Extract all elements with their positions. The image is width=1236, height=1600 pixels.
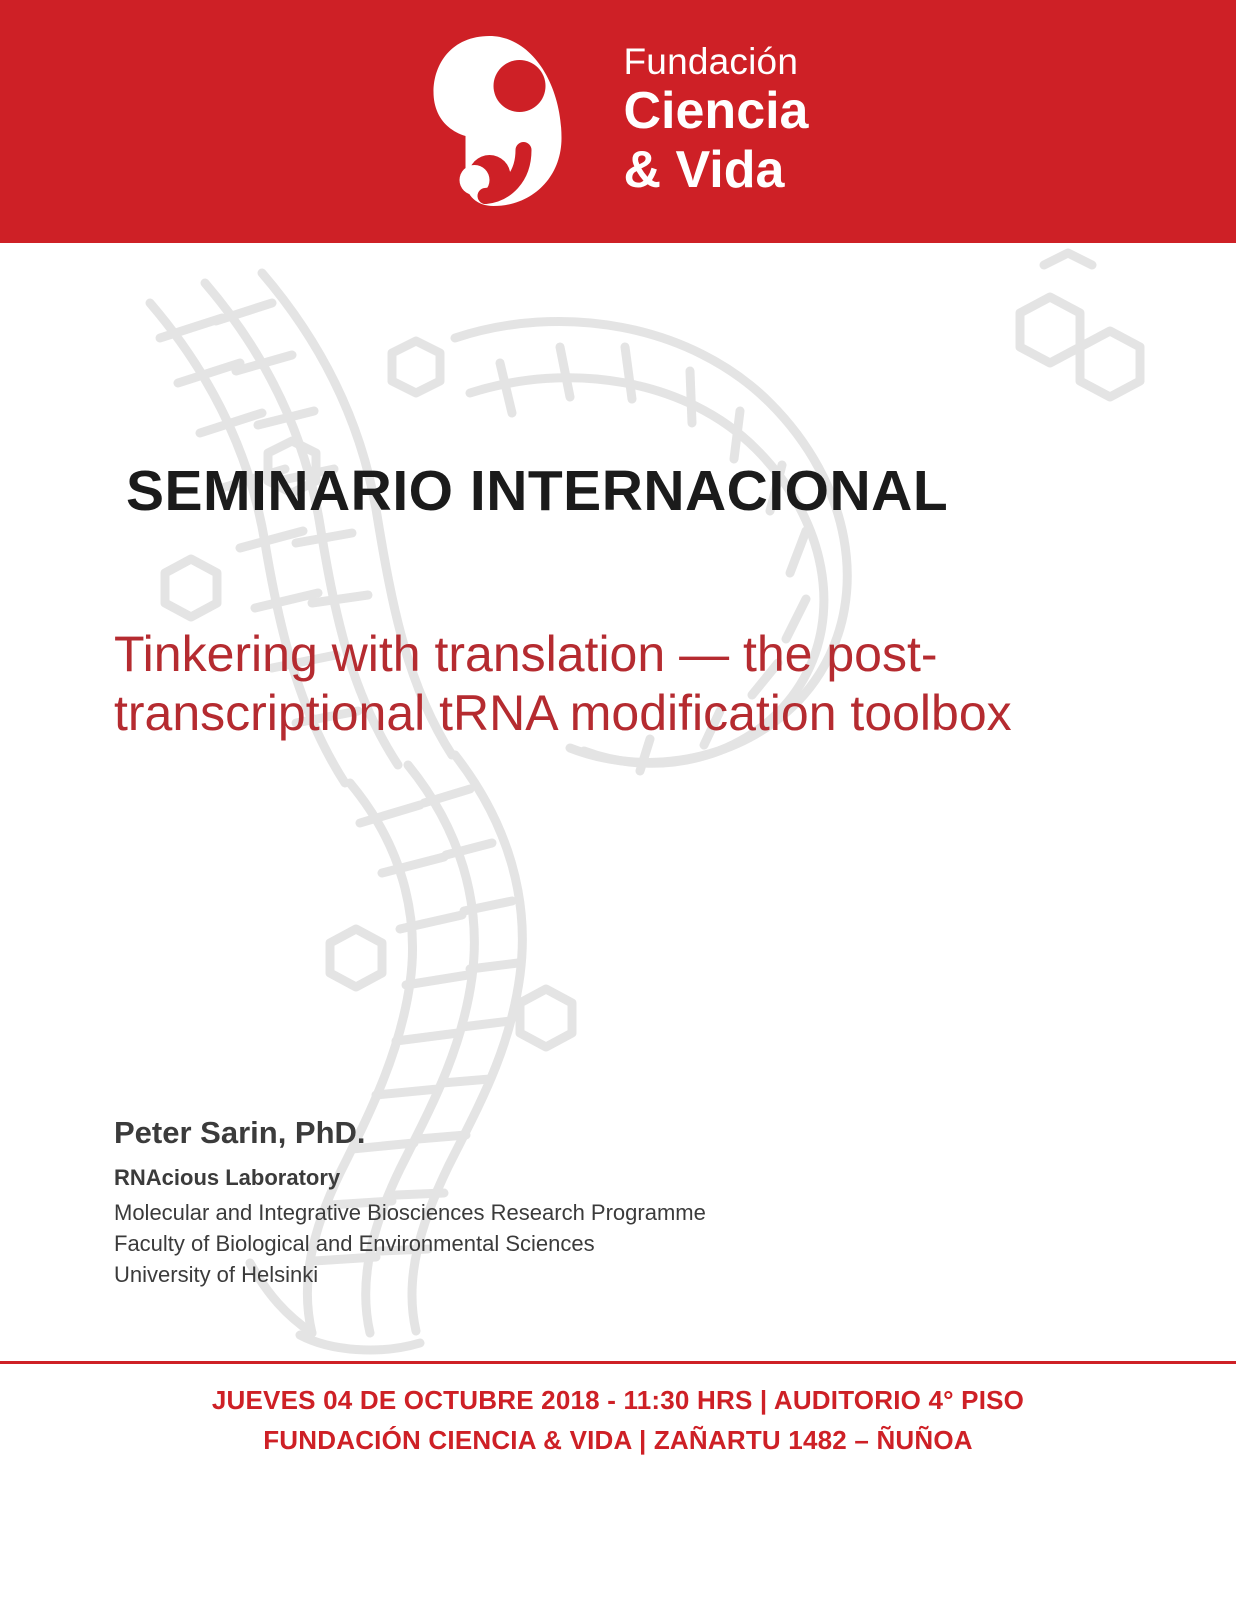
fundacion-ciencia-vida-logo-icon [428, 30, 598, 210]
speaker-affiliation-line-3: University of Helsinki [114, 1262, 319, 1288]
event-datetime-venue: JUEVES 04 DE OCTUBRE 2018 - 11:30 HRS | AUDITORIO 4° PISO [211, 1385, 1025, 1415]
speaker-name: Peter Sarin, PhD. [114, 1115, 366, 1150]
speaker-lab: RNAcious Laboratory [114, 1165, 341, 1190]
event-details-footer [0, 1364, 1236, 1461]
brand-line-2: Ciencia [623, 82, 809, 141]
brand-logo [428, 30, 809, 210]
header-banner [0, 0, 1236, 243]
poster-content [0, 243, 1236, 1363]
brand-line-1: Fundación [623, 41, 799, 83]
talk-title: Tinkering with translation — the post-transcriptional tRNA modification toolbox [114, 626, 1012, 741]
speaker-block [114, 1115, 1014, 1291]
brand-wordmark [624, 41, 809, 199]
brand-line-3: & Vida [623, 140, 785, 199]
speaker-affiliation-line-2: Faculty of Biological and Environmental Sciences [114, 1231, 595, 1257]
event-address: FUNDACIÓN CIENCIA & VIDA | ZAÑARTU 1482 – ÑUÑOA [263, 1425, 973, 1456]
speaker-affiliation-line-1: Molecular and Integrative Biosciences Research Programme [114, 1200, 706, 1225]
page-title: SEMINARIO INTERNACIONAL [126, 459, 949, 523]
